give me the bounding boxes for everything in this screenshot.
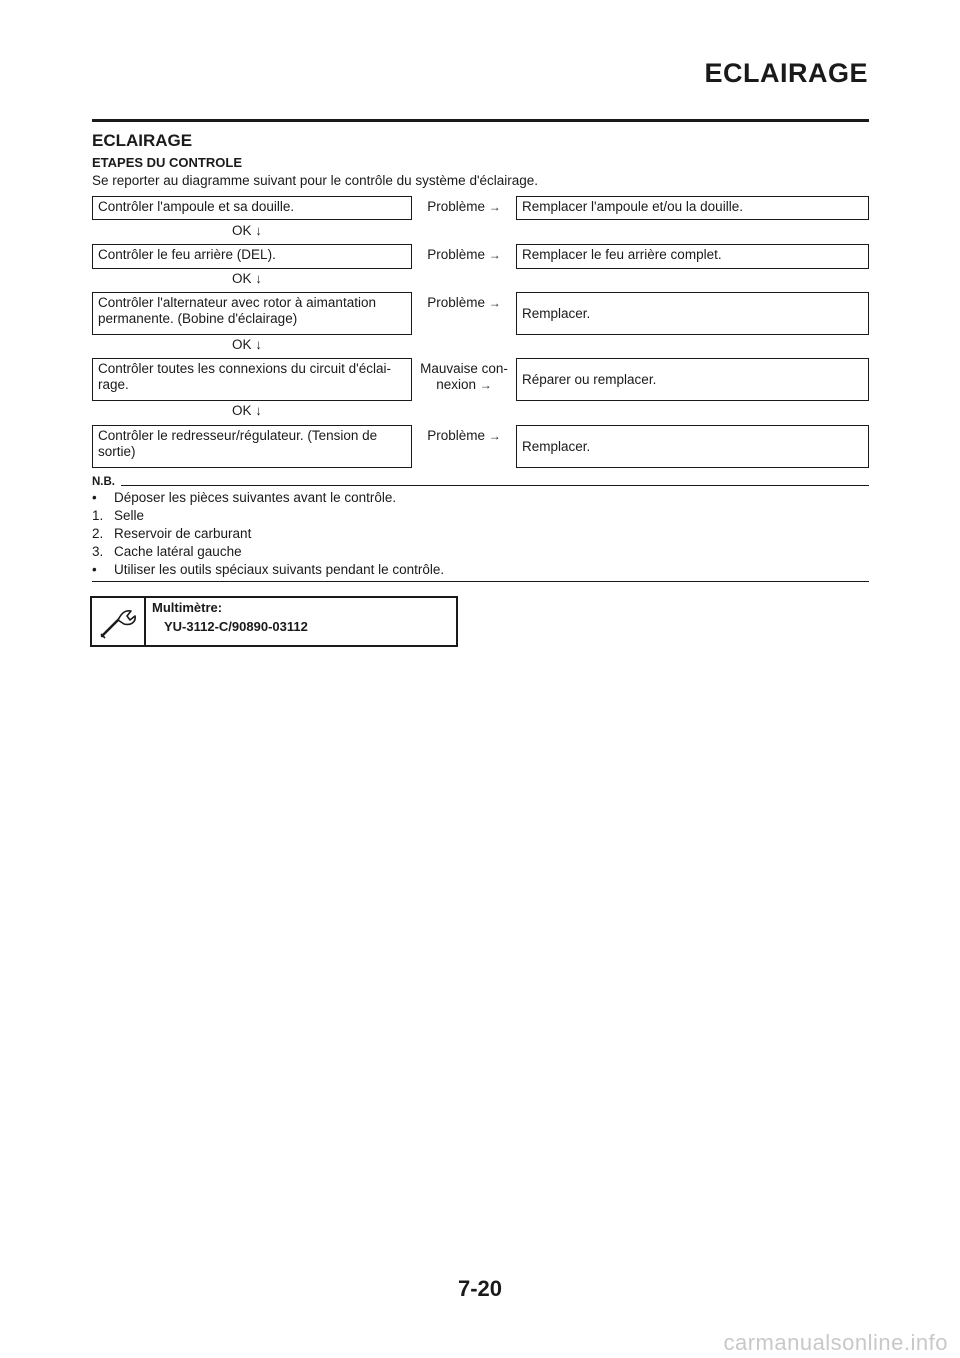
right-arrow-icon: →	[488, 200, 501, 214]
condition-label: Problème	[427, 428, 485, 443]
note-label: N.B.	[92, 476, 115, 488]
right-arrow-icon: →	[488, 429, 501, 443]
action-box-4: Réparer ou remplacer.	[516, 358, 869, 401]
down-arrow-icon: ↓	[255, 223, 263, 238]
ok-label: OK	[232, 271, 252, 286]
check-text: Contrôler toutes les connexions du circuit d'éclai-rage.	[98, 361, 391, 392]
note-text: Utiliser les outils spéciaux suivants pendant le contrôle.	[114, 562, 445, 577]
page-number: 7-20	[457, 1276, 503, 1301]
right-arrow-icon: →	[488, 296, 501, 310]
note-item	[92, 508, 144, 523]
down-arrow-icon: ↓	[255, 271, 263, 286]
tool-part-number: YU-3112-C/90890-03112	[164, 619, 308, 634]
tool-box-divider	[144, 596, 146, 647]
subheading: ETAPES DU CONTROLE	[92, 155, 242, 170]
note-marker: 1.	[92, 508, 104, 523]
condition-4	[414, 361, 514, 393]
section-title: ECLAIRAGE	[92, 131, 193, 150]
note-text: Selle	[114, 508, 145, 523]
note-item	[92, 562, 444, 577]
note-text: Déposer les pièces suivantes avant le contrôle.	[114, 490, 397, 505]
condition-2	[414, 247, 514, 263]
note-text: Reservoir de carburant	[114, 526, 252, 541]
condition-1	[414, 199, 514, 215]
action-box-2: Remplacer le feu arrière complet.	[516, 244, 869, 269]
ok-label: OK	[232, 337, 252, 352]
ok-connector-4	[232, 403, 262, 418]
check-box-2: Contrôler le feu arrière (DEL).	[92, 244, 412, 269]
intro-text: Se reporter au diagramme suivant pour le contrôle du système d'éclairage.	[92, 173, 539, 188]
check-box-3: Contrôler l'alternateur avec rotor à aimantation permanente. (Bobine d'éclairage)	[92, 292, 412, 335]
check-box-5: Contrôler le redresseur/régulateur. (Tension de sortie)	[92, 425, 412, 468]
note-end-rule	[92, 581, 869, 582]
right-arrow-icon: →	[479, 378, 492, 392]
condition-3	[414, 295, 514, 311]
ok-connector-3	[232, 337, 262, 352]
condition-label: Problème	[427, 247, 485, 262]
note-item	[92, 490, 396, 505]
tool-label: Multimètre:	[152, 600, 223, 615]
check-box-4	[92, 358, 412, 401]
note-marker: 3.	[92, 544, 104, 559]
note-marker: 2.	[92, 526, 104, 541]
ok-label: OK	[232, 223, 252, 238]
header-rule	[92, 119, 869, 122]
right-arrow-icon: →	[488, 248, 501, 262]
special-tool-icon	[96, 602, 140, 642]
note-rule	[121, 485, 869, 486]
ok-connector-1	[232, 223, 262, 238]
condition-label: Problème	[427, 295, 485, 310]
page-header-title: ECLAIRAGE	[704, 58, 868, 88]
action-box-1: Remplacer l'ampoule et/ou la douille.	[516, 196, 869, 220]
ok-connector-2	[232, 271, 262, 286]
note-marker: •	[92, 490, 97, 505]
ok-label: OK	[232, 403, 252, 418]
action-box-3: Remplacer.	[516, 292, 869, 335]
watermark: carmanualsonline.info	[723, 1330, 948, 1355]
check-box-1: Contrôler l'ampoule et sa douille.	[92, 196, 412, 220]
note-marker: •	[92, 562, 97, 577]
note-text: Cache latéral gauche	[114, 544, 242, 559]
condition-label: Mauvaise con-nexion	[420, 361, 508, 392]
condition-5	[414, 428, 514, 444]
down-arrow-icon: ↓	[255, 403, 263, 418]
condition-label: Problème	[427, 199, 485, 214]
down-arrow-icon: ↓	[255, 337, 263, 352]
note-item	[92, 526, 251, 541]
action-box-5: Remplacer.	[516, 425, 869, 468]
note-item	[92, 544, 242, 559]
